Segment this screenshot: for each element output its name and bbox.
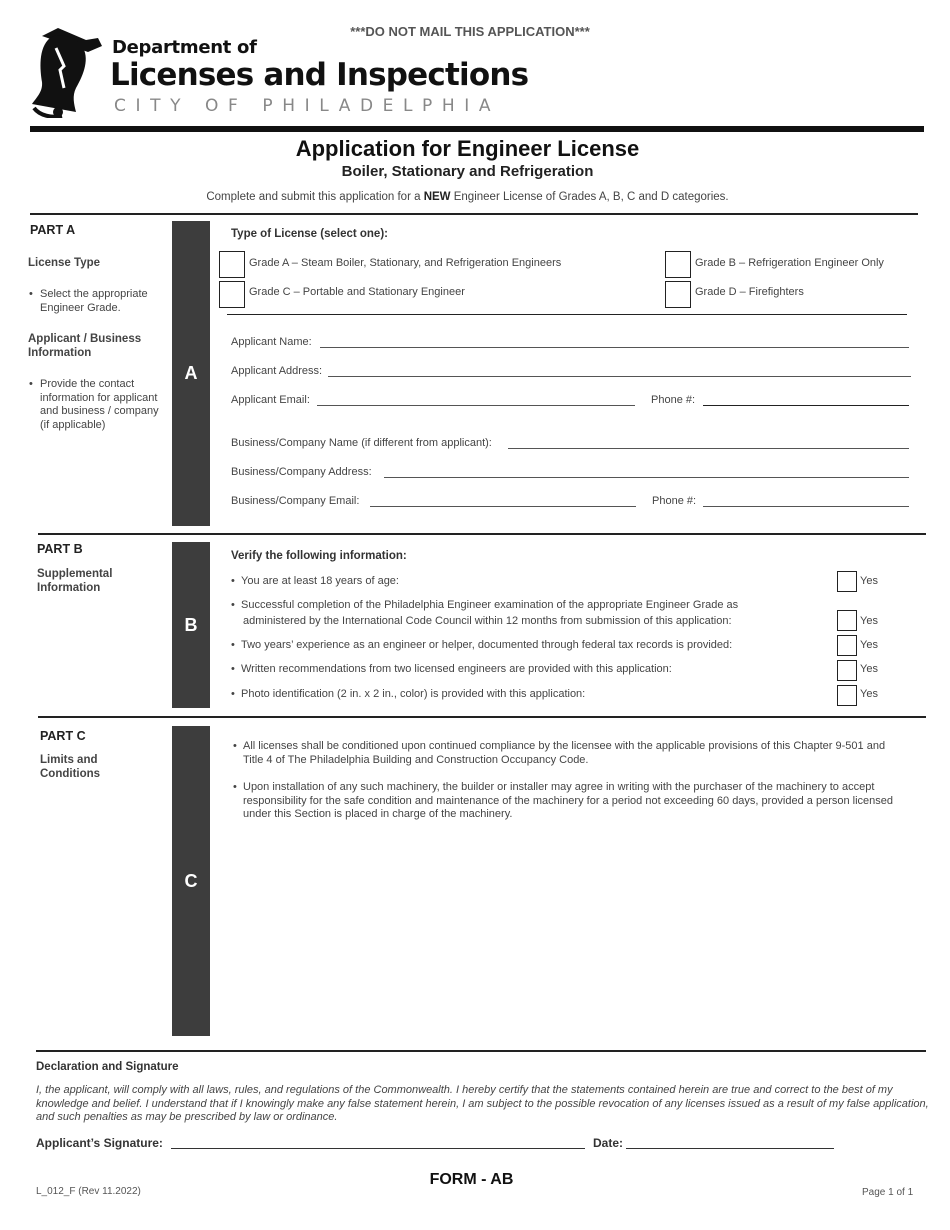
liberty-bell-icon [28, 26, 106, 118]
form-name: FORM - AB [429, 1171, 514, 1188]
grade-c-label: Grade C – Portable and Stationary Engineer [249, 286, 465, 298]
page-number: Page 1 of 1 [862, 1187, 914, 1198]
grade-d-label: Grade D – Firefighters [695, 286, 804, 298]
business-address-field[interactable] [384, 477, 909, 478]
business-name-field[interactable] [508, 448, 909, 449]
date-field[interactable] [626, 1148, 834, 1149]
license-type-heading: Type of License (select one): [231, 228, 388, 240]
grade-c-checkbox[interactable] [219, 281, 245, 308]
applicant-email-field[interactable] [317, 405, 635, 406]
applicant-email-label: Applicant Email: [231, 394, 310, 406]
verify-item-experience: • Two years’ experience as an engineer or helper, documented through federal tax records is provided: [231, 639, 733, 651]
business-address-label: Business/Company Address: [231, 466, 372, 478]
business-email-label: Business/Company Email: [231, 495, 360, 507]
verify-experience-checkbox[interactable] [837, 635, 857, 656]
part-c-heading: PART C [40, 729, 86, 743]
logo-department-name: Licenses and Inspections [110, 57, 529, 93]
applicant-info-label: Applicant / Business Information [28, 333, 142, 359]
condition-compliance: • All licenses shall be conditioned upon continued compliance by the licensee with the applicable provisions of this Chapter 9-501 and Title 4 of The Philadelphia Building and Construction Occupancy Code. [233, 740, 886, 766]
part-a-heading: PART A [30, 223, 76, 237]
verify-photo-checkbox[interactable] [837, 685, 857, 706]
license-type-divider [227, 314, 907, 315]
declaration-heading: Declaration and Signature [36, 1061, 179, 1073]
grade-b-label: Grade B – Refrigeration Engineer Only [695, 257, 884, 269]
verify-experience-yes: Yes [860, 639, 878, 651]
verify-item-exam-cont: administered by the International Code Council within 12 months from submission of this application: [243, 615, 732, 627]
grade-b-checkbox[interactable] [665, 251, 691, 278]
business-phone-field[interactable] [703, 506, 909, 507]
verify-age-checkbox[interactable] [837, 571, 857, 592]
condition-installation: • Upon installation of any such machinery, the builder or installer may agree in writing with the purchaser of the machinery to accept responsibility for the safe condition and maintenance of the machinery for a period not exceeding 60 days, provided a person licensed under this Section is placed in charge of the machinery. [233, 781, 894, 820]
verify-exam-yes: Yes [860, 615, 878, 627]
verify-heading: Verify the following information: [231, 550, 407, 562]
verify-age-yes: Yes [860, 575, 878, 587]
verify-item-photo: • Photo identification (2 in. x 2 in., color) is provided with this application: [231, 688, 586, 700]
intro-text: Complete and submit this application for a NEW Engineer License of Grades A, B, C and D categories. [206, 191, 729, 203]
part-a-top-rule [30, 213, 918, 215]
declaration-top-rule [36, 1050, 926, 1052]
part-b-top-rule [38, 533, 926, 535]
business-phone-label: Phone #: [652, 495, 697, 507]
grade-d-checkbox[interactable] [665, 281, 691, 308]
verify-photo-yes: Yes [860, 688, 878, 700]
license-type-label: License Type [28, 257, 101, 269]
applicant-info-help: • Provide the contact information for applicant and business / company (if applicable) [29, 378, 159, 431]
part-a-bar: A [172, 221, 210, 526]
do-not-mail-notice: ***DO NOT MAIL THIS APPLICATION*** [350, 24, 590, 39]
page-title: Application for Engineer License [295, 136, 640, 161]
business-name-label: Business/Company Name (if different from applicant): [231, 437, 492, 449]
applicant-phone-label: Phone #: [651, 394, 696, 406]
verify-item-recommendations: • Written recommendations from two licensed engineers are provided with this application: [231, 663, 672, 675]
logo-city-line: CITY OF PHILADELPHIA [114, 96, 501, 116]
part-c-bar: C [172, 726, 210, 1036]
supplemental-info-label: Supplemental Information [37, 568, 113, 594]
applicant-address-field[interactable] [328, 376, 911, 377]
form-code: L_012_F (Rev 11.2022) [36, 1186, 141, 1197]
part-b-bar: B [172, 542, 210, 708]
applicant-address-label: Applicant Address: [231, 365, 323, 377]
verify-item-age: • You are at least 18 years of age: [231, 575, 399, 587]
verify-recommendations-yes: Yes [860, 663, 878, 675]
logo-department-line: Department of [112, 37, 257, 58]
verify-recommendations-checkbox[interactable] [837, 660, 857, 681]
grade-a-label: Grade A – Steam Boiler, Stationary, and Refrigeration Engineers [249, 257, 562, 269]
verify-exam-checkbox[interactable] [837, 610, 857, 631]
applicant-name-field[interactable] [320, 347, 909, 348]
limits-conditions-label: Limits and Conditions [40, 754, 101, 780]
signature-label: Applicant’s Signature: [36, 1136, 163, 1150]
applicant-phone-field[interactable] [703, 405, 909, 406]
part-c-top-rule [38, 716, 926, 718]
grade-a-checkbox[interactable] [219, 251, 245, 278]
header-divider [30, 126, 924, 132]
verify-item-exam: • Successful completion of the Philadelphia Engineer examination of the appropriate Engineer Grade as [231, 599, 739, 611]
license-type-help: • Select the appropriate Engineer Grade. [29, 288, 148, 314]
business-email-field[interactable] [370, 506, 636, 507]
date-label: Date: [593, 1136, 624, 1150]
applicant-name-label: Applicant Name: [231, 336, 312, 348]
page-subtitle: Boiler, Stationary and Refrigeration [341, 163, 594, 180]
signature-field[interactable] [171, 1148, 585, 1149]
part-b-heading: PART B [37, 542, 83, 556]
declaration-text: I, the applicant, will comply with all laws, rules, and regulations of the Commonwealth. I hereby certify that the statements contained herein are true and correct to the best of my knowledge and belief. I understand that if I knowingly make any false statement herein, I am subject to the possible revocation of any licenses issued as a result of my false application, and such penalties as may be prescribed by law or ordinance. [36, 1084, 929, 1123]
